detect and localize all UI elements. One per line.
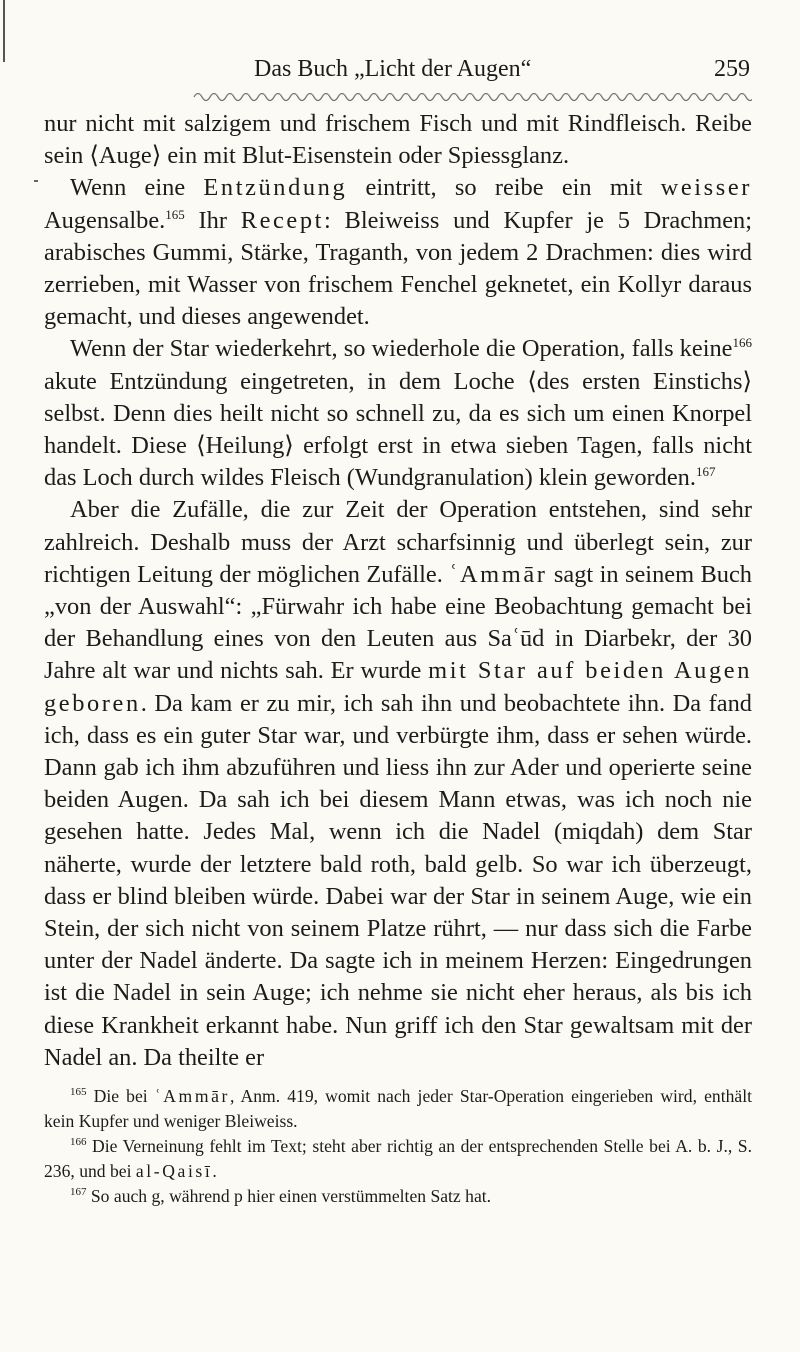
text-run: Ihr (184, 206, 241, 234)
body-text (44, 108, 752, 1074)
paragraph (44, 494, 752, 1074)
text-run: sagt in seinem Buch „von der Auswahl“: „Fürwahr ich habe eine Beobachtung gemacht bei der Behandlung eines von den Leuten aus Saʿūd in Diarbekr, der 30 Jahre alt war und nichts sah. Er wurde (44, 560, 752, 685)
footnote (44, 1084, 752, 1134)
footnotes (44, 1084, 752, 1209)
paragraph (44, 333, 752, 494)
footnote-marker: 167 (695, 464, 716, 480)
footnote-marker: 166 (732, 335, 752, 351)
text-run: nur nicht mit salzigem und frischem Fisch und mit Rindfleisch. Reibe sein ⟨Auge⟩ ein mit Blut-Eisenstein oder Spiessglanz. (44, 110, 752, 170)
text-run: Aber die Zufälle, die zur Zeit der Operation entstehen, sind sehr zahlreich. Deshalb muss der Arzt scharfsinnig und überlegt sein, zur richtigen Leitung der möglichen Zufälle. (44, 496, 752, 588)
spaced-emphasis: Recept (240, 206, 325, 234)
footnote-marker: 165 (70, 1086, 87, 1099)
scan-speck (34, 180, 38, 182)
paragraph (44, 172, 752, 333)
spaced-emphasis: ʿAmmār (154, 1086, 230, 1107)
header-ornament-rule (44, 88, 752, 102)
paragraph (44, 108, 752, 172)
footnote-marker: 166 (70, 1136, 87, 1149)
text-run: eintritt, so reibe ein mit (347, 174, 661, 202)
spaced-emphasis: weisser (660, 174, 752, 202)
running-title: Das Buch „Licht der Augen“ (254, 56, 532, 82)
text-run: akute Entzündung eingetreten, in dem Loche ⟨des ersten Einstichs⟩ selbst. Denn dies heilt nicht so schnell zu, da es sich um einen Knorpel handelt. Diese ⟨Heilung⟩ erfolgt erst in etwa sieben Tagen, falls nicht das Loch durch wildes Fleisch (Wundgranulation) klein geworden. (44, 367, 752, 492)
text-run: Wenn eine (70, 174, 204, 202)
text-run: : Bleiweiss und Kupfer je 5 Drachmen; arabisches Gummi, Stärke, Traganth, von jedem 2 Drachmen: dies wird zerrieben, mit Wasser von frischem Fenchel geknetet, ein Kollyr daraus gemacht, und dieses angewendet. (44, 206, 752, 331)
footnote-marker: 165 (165, 206, 185, 222)
text-run: . (212, 1161, 217, 1182)
footnote (44, 1134, 752, 1184)
text-run: . Da kam er zu mir, ich sah ihn und beobachtete ihn. Da fand ich, dass es ein guter Star war, und verbürgte ihm, dass er sehen würde. Dann gab ich ihm abzuführen und liess ihn zur Ader und operierte seine beiden Augen. Da sah ich bei diesem Mann etwas, was ich noch nie gesehen hatte. Jedes Mal, wenn ich die Nadel (miqdah) dem Star näherte, wurde der letztere bald roth, bald gelb. So war ich überzeugt, dass er blind bleiben würde. Dabei war der Star in seinem Auge, wie ein Stein, der sich nicht von seinem Platze rührt, — nur dass sich die Farbe unter der Nadel änderte. Da sagte ich in meinem Herzen: Eingedrungen ist die Nadel in sein Auge; ich nehme sie nicht eher heraus, als bis ich diese Krankheit erkannt habe. Nun griff ich den Star gewaltsam mit der Nadel an. Da theilte er (44, 689, 752, 1071)
text-run: Augensalbe. (44, 206, 166, 234)
footnote-marker: 167 (70, 1186, 87, 1199)
text-run: So auch g, während p hier einen verstümmelten Satz hat. (86, 1186, 492, 1207)
spaced-emphasis: ʿAmmār (449, 560, 548, 588)
spaced-emphasis: Entzündung (203, 174, 348, 202)
page-number: 259 (714, 56, 750, 82)
text-run: Die bei (86, 1086, 155, 1107)
text-run: Die Verneinung fehlt im Text; steht aber richtig an der entsprechenden Stelle bei A. b. J., S. 236, und bei (44, 1136, 752, 1182)
spaced-emphasis: al-Qaisī (135, 1161, 213, 1182)
book-page (44, 56, 752, 1209)
running-header (44, 56, 752, 88)
text-run: Wenn der Star wiederkehrt, so wiederhole die Operation, falls keine (70, 335, 733, 363)
spaced-emphasis: mit Star auf beiden Augen geboren (44, 657, 752, 717)
text-run: , Anm. 419, womit nach jeder Star-Operation eingerieben wird, enthält kein Kupfer und weniger Bleiweiss. (44, 1086, 752, 1132)
scan-edge-mark (3, 0, 5, 62)
footnote (44, 1184, 752, 1209)
